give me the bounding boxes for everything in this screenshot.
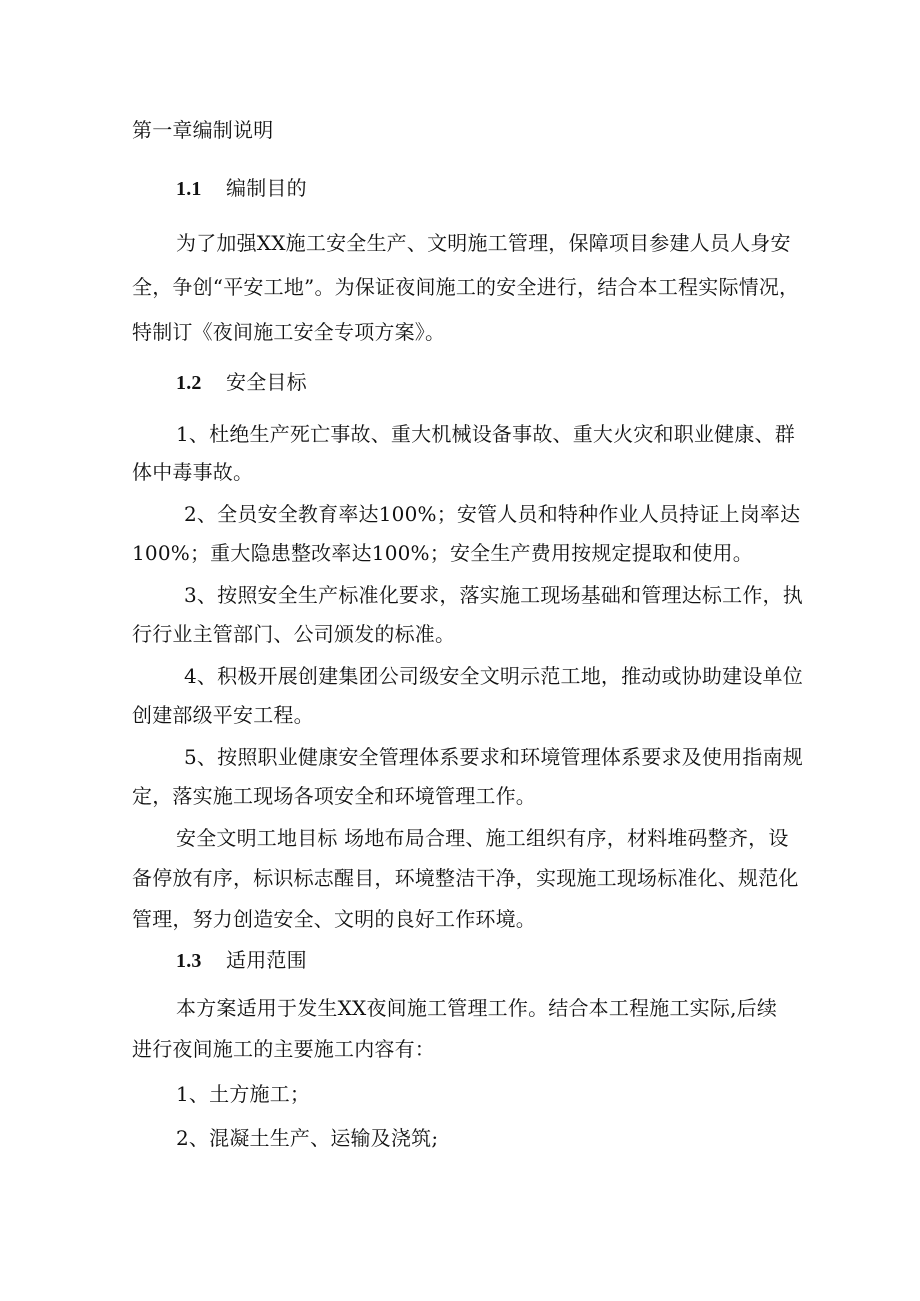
purpose-line-1: 为了加强XX施工安全生产、文明施工管理，保障项目参建人员人身安 — [176, 231, 791, 255]
section-title: 安全目标 — [226, 370, 307, 394]
section-number: 1.1 — [176, 178, 202, 200]
section-title: 编制目的 — [226, 176, 307, 200]
goal-5-line-2: 定，落实施工现场各项安全和环境管理工作。 — [132, 784, 536, 808]
section-number: 1.2 — [176, 372, 202, 394]
goal-2-line-2: 100%；重大隐患整改率达100%；安全生产费用按规定提取和使用。 — [132, 541, 753, 565]
civil-goal-line-3: 管理，努力创造安全、文明的良好工作环境。 — [132, 907, 536, 931]
civil-goal-line-1: 安全文明工地目标 场地布局合理、施工组织有序，材料堆码整齐，设 — [176, 826, 789, 850]
purpose-line-2: 全，争创“平安工地”。为保证夜间施工的安全进行，结合本工程实际情况， — [132, 275, 800, 299]
civil-goal-line-2: 备停放有序，标识标志醒目，环境整洁干净，实现施工现场标准化、规范化 — [132, 866, 799, 890]
section-heading-1-3 — [176, 946, 307, 975]
goal-1-line-1: 1、杜绝生产死亡事故、重大机械设备事故、重大火灾和职业健康、群 — [176, 422, 795, 446]
section-heading-1-1 — [176, 174, 307, 203]
goal-4-line-2: 创建部级平安工程。 — [132, 703, 314, 727]
section-title: 适用范围 — [226, 948, 307, 972]
scope-line-2: 进行夜间施工的主要施工内容有： — [132, 1037, 435, 1061]
section-number: 1.3 — [176, 950, 202, 972]
goal-2-line-1: 2、全员安全教育率达100%；安管人员和特种作业人员持证上岗率达 — [184, 502, 801, 526]
purpose-line-3: 特制订《夜间施工安全专项方案》。 — [132, 320, 446, 344]
goal-4-line-1: 4、积极开展创建集团公司级安全文明示范工地，推动或协助建设单位 — [184, 664, 803, 688]
goal-3-line-1: 3、按照安全生产标准化要求，落实施工现场基础和管理达标工作，执 — [184, 583, 803, 607]
chapter-title: 第一章编制说明 — [132, 118, 274, 142]
scope-item-2: 2、混凝土生产、运输及浇筑; — [176, 1126, 439, 1150]
scope-item-1: 1、土方施工； — [176, 1082, 311, 1106]
goal-5-line-1: 5、按照职业健康安全管理体系要求和环境管理体系要求及使用指南规 — [184, 745, 803, 769]
goal-3-line-2: 行行业主管部门、公司颁发的标准。 — [132, 622, 456, 646]
section-heading-1-2 — [176, 368, 307, 397]
goal-1-line-2: 体中毒事故。 — [132, 460, 254, 484]
scope-line-1: 本方案适用于发生XX夜间施工管理工作。结合本工程施工实际,后续 — [176, 996, 778, 1020]
